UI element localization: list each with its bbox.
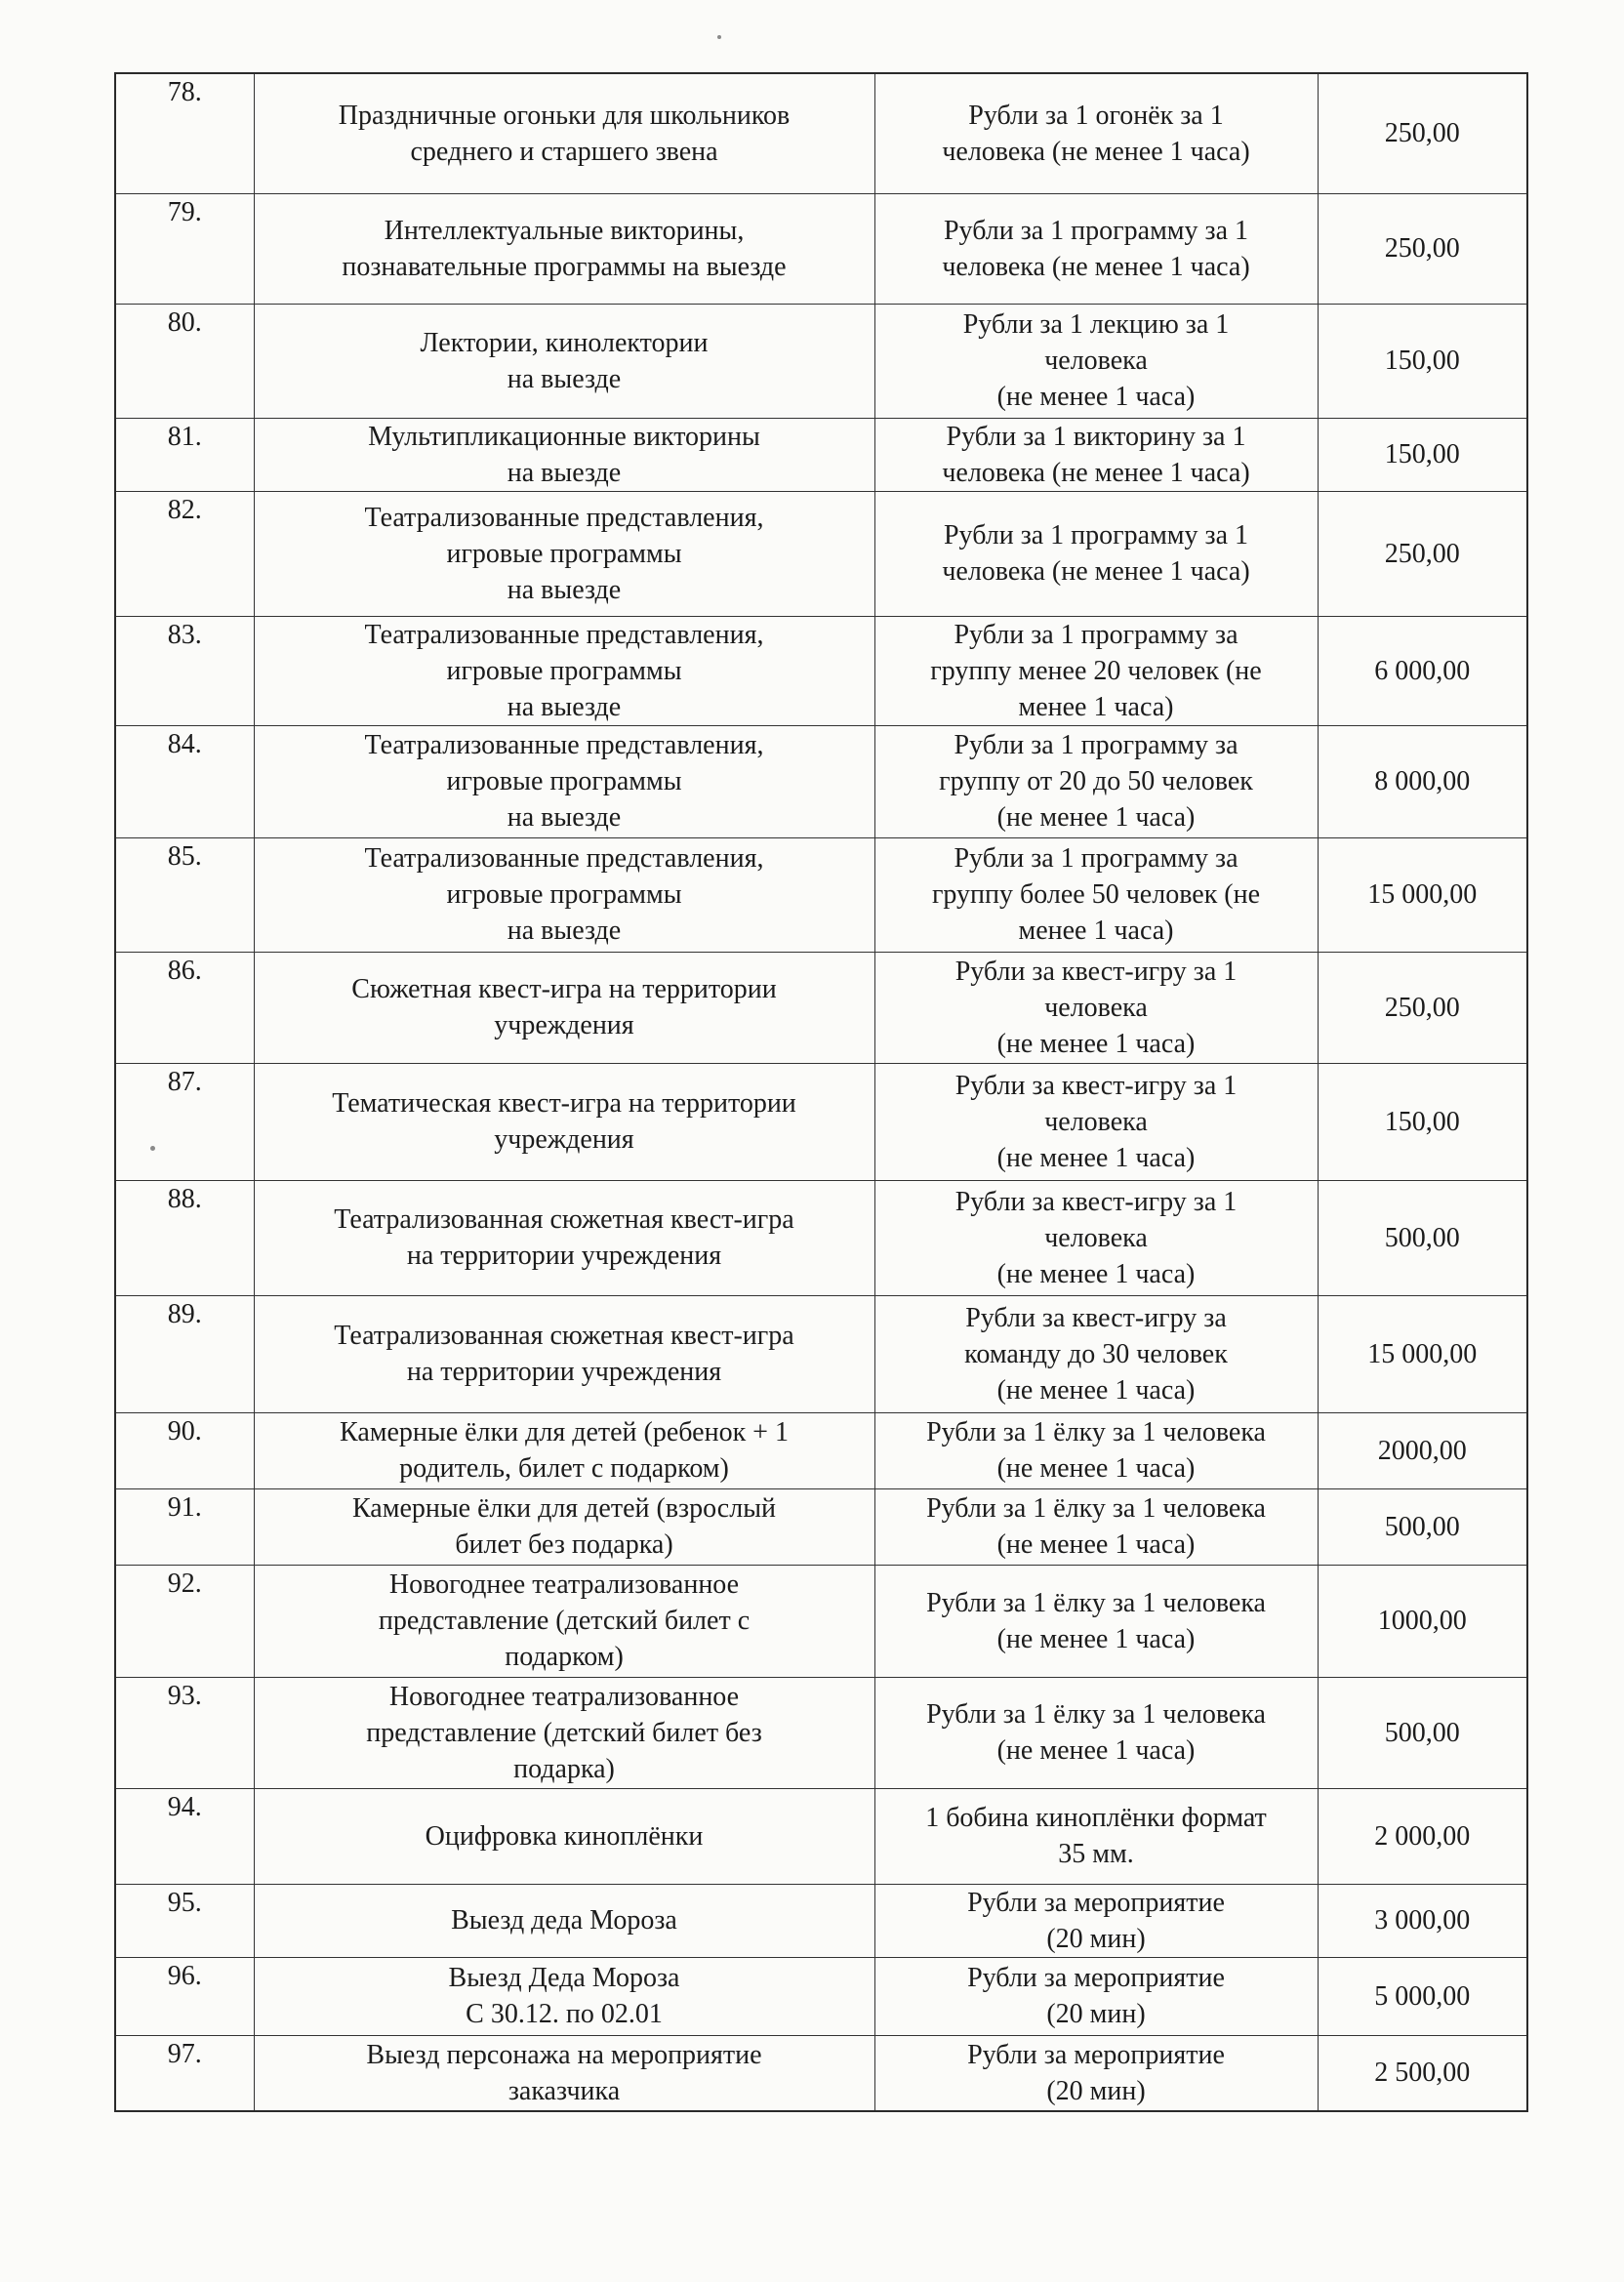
service-name: Тематическая квест-игра на территории учреждения xyxy=(332,1088,796,1155)
price: 8 000,00 xyxy=(1374,766,1471,796)
row-number: 89. xyxy=(167,1298,202,1329)
service-name-cell xyxy=(254,1295,874,1412)
service-name-cell xyxy=(254,616,874,725)
unit-of-measure: Рубли за мероприятие (20 мин) xyxy=(967,1963,1225,2029)
service-name: Выезд деда Мороза xyxy=(451,1905,677,1936)
row-number-cell xyxy=(115,952,254,1063)
service-name: Новогоднее театрализованное представление (детский билет без подарка) xyxy=(366,1681,762,1784)
service-name-cell xyxy=(254,193,874,304)
price-cell xyxy=(1318,837,1527,952)
row-number: 94. xyxy=(167,1791,202,1822)
price-cell xyxy=(1318,1412,1527,1488)
row-number-cell xyxy=(115,2035,254,2111)
price-cell xyxy=(1318,1295,1527,1412)
unit-of-measure-cell xyxy=(874,1677,1318,1788)
price-cell xyxy=(1318,193,1527,304)
service-name-cell xyxy=(254,725,874,837)
service-name: Театрализованные представления, игровые программы на выезде xyxy=(364,502,764,605)
price: 500,00 xyxy=(1384,1222,1460,1253)
price-cell xyxy=(1318,304,1527,418)
row-number: 87. xyxy=(167,1066,202,1097)
price: 1000,00 xyxy=(1377,1606,1467,1636)
price-cell xyxy=(1318,418,1527,491)
row-number-cell xyxy=(115,304,254,418)
service-name: Театрализованные представления, игровые программы на выезде xyxy=(364,843,764,946)
row-number-cell xyxy=(115,193,254,304)
price-cell xyxy=(1318,1565,1527,1677)
row-number-cell xyxy=(115,1063,254,1180)
price: 250,00 xyxy=(1384,118,1460,149)
price-cell xyxy=(1318,616,1527,725)
table-row xyxy=(115,418,1527,491)
service-name-cell xyxy=(254,418,874,491)
unit-of-measure-cell xyxy=(874,1957,1318,2035)
unit-of-measure-cell xyxy=(874,1063,1318,1180)
unit-of-measure: Рубли за 1 ёлку за 1 человека (не менее 1 часа) xyxy=(926,1417,1266,1484)
service-name-cell xyxy=(254,1788,874,1884)
service-name-cell xyxy=(254,1412,874,1488)
service-name: Новогоднее театрализованное представление (детский билет с подарком) xyxy=(378,1569,751,1672)
service-name: Камерные ёлки для детей (ребенок + 1 родитель, билет с подарком) xyxy=(340,1417,789,1484)
unit-of-measure-cell xyxy=(874,837,1318,952)
row-number: 95. xyxy=(167,1887,202,1918)
table-row xyxy=(115,491,1527,616)
row-number-cell xyxy=(115,1295,254,1412)
table-row xyxy=(115,2035,1527,2111)
unit-of-measure-cell xyxy=(874,1180,1318,1295)
table-row xyxy=(115,193,1527,304)
price-cell xyxy=(1318,1677,1527,1788)
row-number: 78. xyxy=(167,77,202,107)
unit-of-measure: Рубли за 1 викторину за 1 человека (не менее 1 часа) xyxy=(942,421,1250,488)
scan-speck xyxy=(717,35,721,39)
row-number-cell xyxy=(115,491,254,616)
row-number-cell xyxy=(115,1180,254,1295)
row-number-cell xyxy=(115,1412,254,1488)
row-number-cell xyxy=(115,1565,254,1677)
service-name-cell xyxy=(254,1488,874,1565)
unit-of-measure-cell xyxy=(874,1565,1318,1677)
unit-of-measure: Рубли за квест-игру за 1 человека (не менее 1 часа) xyxy=(954,956,1238,1059)
price: 6 000,00 xyxy=(1374,655,1471,686)
row-number: 81. xyxy=(167,421,202,452)
price: 5 000,00 xyxy=(1374,1980,1471,2012)
price: 2 500,00 xyxy=(1374,2058,1471,2089)
row-number: 90. xyxy=(167,1415,202,1447)
unit-of-measure-cell xyxy=(874,491,1318,616)
row-number: 92. xyxy=(167,1568,202,1599)
service-name: Выезд персонажа на мероприятие заказчика xyxy=(366,2039,762,2106)
unit-of-measure: Рубли за квест-игру за команду до 30 человек (не менее 1 часа) xyxy=(964,1302,1228,1406)
table-row xyxy=(115,616,1527,725)
service-name: Театрализованные представления, игровые программы на выезде xyxy=(364,730,764,833)
unit-of-measure: Рубли за 1 программу за 1 человека (не менее 1 часа) xyxy=(942,520,1250,587)
service-name: Мультипликационные викторины на выезде xyxy=(368,421,760,488)
row-number: 83. xyxy=(167,619,202,650)
service-name-cell xyxy=(254,837,874,952)
unit-of-measure-cell xyxy=(874,2035,1318,2111)
service-name-cell xyxy=(254,1180,874,1295)
row-number-cell xyxy=(115,1957,254,2035)
price-cell xyxy=(1318,1488,1527,1565)
price-cell xyxy=(1318,952,1527,1063)
row-number: 93. xyxy=(167,1680,202,1711)
price-cell xyxy=(1318,1180,1527,1295)
service-name: Камерные ёлки для детей (взрослый билет без подарка) xyxy=(351,1493,776,1560)
table-row xyxy=(115,1488,1527,1565)
service-name: Театрализованная сюжетная квест-игра на территории учреждения xyxy=(334,1321,794,1387)
unit-of-measure-cell xyxy=(874,1295,1318,1412)
service-name: Праздничные огоньки для школьников среднего и старшего звена xyxy=(338,100,791,167)
service-name: Сюжетная квест-игра на территории учреждения xyxy=(351,974,777,1040)
service-name: Театрализованные представления, игровые программы на выезде xyxy=(364,619,764,722)
row-number: 86. xyxy=(167,955,202,986)
service-name-cell xyxy=(254,1677,874,1788)
service-name-cell xyxy=(254,1063,874,1180)
table-row xyxy=(115,1677,1527,1788)
table-row xyxy=(115,1412,1527,1488)
unit-of-measure-cell xyxy=(874,73,1318,193)
service-name-cell xyxy=(254,2035,874,2111)
unit-of-measure: Рубли за 1 программу за группу от 20 до 50 человек (не менее 1 часа) xyxy=(939,730,1253,833)
price: 15 000,00 xyxy=(1367,1338,1478,1369)
row-number: 84. xyxy=(167,728,202,759)
unit-of-measure: Рубли за квест-игру за 1 человека (не менее 1 часа) xyxy=(954,1070,1238,1173)
unit-of-measure: Рубли за 1 лекцию за 1 человека (не менее 1 часа) xyxy=(962,309,1230,412)
unit-of-measure-cell xyxy=(874,616,1318,725)
service-name: Лектории, кинолектории на выезде xyxy=(420,327,709,394)
price: 500,00 xyxy=(1384,1717,1460,1748)
table-row xyxy=(115,1957,1527,2035)
price: 150,00 xyxy=(1384,439,1460,469)
row-number: 79. xyxy=(167,196,202,227)
price: 2 000,00 xyxy=(1374,1820,1471,1852)
table-row xyxy=(115,304,1527,418)
price: 2000,00 xyxy=(1377,1435,1467,1466)
table-row xyxy=(115,1788,1527,1884)
unit-of-measure-cell xyxy=(874,952,1318,1063)
table-row xyxy=(115,837,1527,952)
table-row xyxy=(115,952,1527,1063)
price-cell xyxy=(1318,1884,1527,1957)
unit-of-measure: Рубли за 1 ёлку за 1 человека (не менее 1 часа) xyxy=(926,1699,1266,1766)
row-number: 96. xyxy=(167,1960,202,1991)
service-name: Интеллектуальные викторины, познавательные программы на выезде xyxy=(342,215,787,282)
price: 250,00 xyxy=(1384,233,1460,264)
row-number-cell xyxy=(115,1677,254,1788)
price-cell xyxy=(1318,491,1527,616)
service-name: Выезд Деда Мороза С 30.12. по 02.01 xyxy=(448,1963,680,2029)
price: 15 000,00 xyxy=(1367,879,1478,910)
unit-of-measure-cell xyxy=(874,725,1318,837)
table-row xyxy=(115,73,1527,193)
row-number: 97. xyxy=(167,2038,202,2069)
unit-of-measure: Рубли за 1 огонёк за 1 человека (не менее 1 часа) xyxy=(942,100,1250,167)
unit-of-measure: Рубли за 1 ёлку за 1 человека (не менее 1 часа) xyxy=(926,1587,1266,1654)
service-name-cell xyxy=(254,491,874,616)
row-number-cell xyxy=(115,1788,254,1884)
price: 250,00 xyxy=(1384,992,1460,1023)
unit-of-measure: Рубли за 1 программу за группу менее 20 человек (не менее 1 часа) xyxy=(930,619,1262,722)
table-row xyxy=(115,1565,1527,1677)
row-number-cell xyxy=(115,73,254,193)
unit-of-measure-cell xyxy=(874,1884,1318,1957)
row-number-cell xyxy=(115,616,254,725)
unit-of-measure: 1 бобина киноплёнки формат 35 мм. xyxy=(925,1803,1267,1869)
table-row xyxy=(115,1180,1527,1295)
unit-of-measure-cell xyxy=(874,1788,1318,1884)
price-cell xyxy=(1318,1788,1527,1884)
table-row xyxy=(115,725,1527,837)
service-name-cell xyxy=(254,1565,874,1677)
service-name: Театрализованная сюжетная квест-игра на территории учреждения xyxy=(334,1204,794,1271)
service-name-cell xyxy=(254,304,874,418)
row-number: 82. xyxy=(167,494,202,525)
service-name-cell xyxy=(254,1884,874,1957)
tariff-table xyxy=(114,72,1528,2112)
row-number-cell xyxy=(115,418,254,491)
row-number: 80. xyxy=(167,306,202,338)
service-name-cell xyxy=(254,1957,874,2035)
table-row xyxy=(115,1063,1527,1180)
price-cell xyxy=(1318,1957,1527,2035)
row-number-cell xyxy=(115,1488,254,1565)
price: 150,00 xyxy=(1384,1106,1460,1137)
tariff-table-wrapper xyxy=(114,72,1526,2112)
row-number-cell xyxy=(115,837,254,952)
price: 150,00 xyxy=(1384,346,1460,376)
table-row xyxy=(115,1295,1527,1412)
unit-of-measure: Рубли за мероприятие (20 мин) xyxy=(967,2039,1225,2106)
unit-of-measure-cell xyxy=(874,1488,1318,1565)
price: 250,00 xyxy=(1384,538,1460,569)
price-cell xyxy=(1318,2035,1527,2111)
unit-of-measure: Рубли за 1 программу за 1 человека (не менее 1 часа) xyxy=(942,215,1250,282)
unit-of-measure-cell xyxy=(874,418,1318,491)
table-row xyxy=(115,1884,1527,1957)
unit-of-measure: Рубли за 1 ёлку за 1 человека (не менее 1 часа) xyxy=(926,1493,1266,1560)
unit-of-measure: Рубли за мероприятие (20 мин) xyxy=(967,1887,1225,1954)
row-number: 91. xyxy=(167,1491,202,1523)
unit-of-measure: Рубли за квест-игру за 1 человека (не менее 1 часа) xyxy=(954,1186,1238,1289)
service-name-cell xyxy=(254,952,874,1063)
price-cell xyxy=(1318,1063,1527,1180)
row-number: 85. xyxy=(167,840,202,872)
unit-of-measure: Рубли за 1 программу за группу более 50 человек (не менее 1 часа) xyxy=(931,843,1261,946)
row-number-cell xyxy=(115,725,254,837)
row-number-cell xyxy=(115,1884,254,1957)
unit-of-measure-cell xyxy=(874,304,1318,418)
service-name-cell xyxy=(254,73,874,193)
service-name: Оцифровка киноплёнки xyxy=(425,1820,704,1852)
price: 500,00 xyxy=(1384,1511,1460,1542)
price: 3 000,00 xyxy=(1374,1905,1471,1936)
row-number: 88. xyxy=(167,1183,202,1214)
price-cell xyxy=(1318,73,1527,193)
unit-of-measure-cell xyxy=(874,193,1318,304)
unit-of-measure-cell xyxy=(874,1412,1318,1488)
price-cell xyxy=(1318,725,1527,837)
